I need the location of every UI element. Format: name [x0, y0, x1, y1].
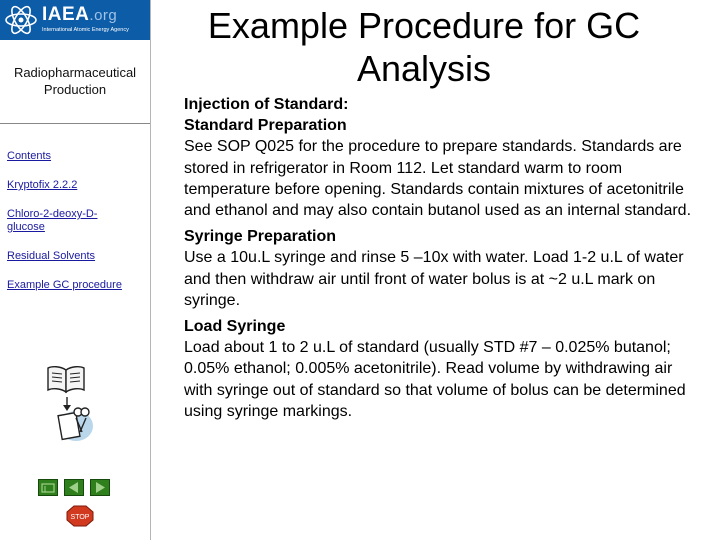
slide-title: Example Procedure for GC Analysis	[207, 5, 641, 89]
book-icon[interactable]	[46, 362, 86, 396]
triangle-left-icon	[65, 480, 83, 495]
nav-link-residual-solvents[interactable]: Residual Solvents	[7, 250, 96, 262]
syringe-preparation-text: Use a 10u.L syringe and rinse 5 –10x with water. Load 1-2 u.L of water and then withdraw air until front of water bolus is at ~2 u.L mark on syringe.	[184, 249, 684, 309]
sidebar	[0, 0, 151, 540]
next-button[interactable]	[90, 479, 110, 496]
clipboard-icon[interactable]	[52, 404, 94, 442]
load-syringe-text: Load about 1 to 2 u.L of standard (usually STD #7 – 0.025% butanol; 0.05% ethanol; 0.005% acetonitrile). Read volume by withdrawing air with syringe out of standard so that volume of bolus can be determined using syringe markings.	[184, 339, 686, 420]
stop-label: STOP	[70, 514, 90, 521]
previous-button[interactable]	[64, 479, 84, 496]
triangle-right-icon	[91, 480, 109, 495]
section-title: Radiopharmaceutical Production	[13, 65, 137, 97]
logo-subtitle: International Atomic Energy Agency	[42, 27, 129, 33]
home-button[interactable]	[38, 479, 58, 496]
nav-link-chloro-deoxy-glucose[interactable]: Chloro-2-deoxy-D- glucose	[7, 208, 98, 233]
nav-link-kryptofix[interactable]: Kryptofix 2.2.2	[7, 179, 78, 191]
slide-content	[184, 94, 704, 422]
iaea-logo[interactable]	[0, 0, 150, 40]
atom-icon	[4, 3, 38, 37]
sidebar-divider	[0, 123, 150, 124]
heading-standard-preparation: Standard Preparation	[184, 117, 347, 135]
standard-preparation-text: See SOP Q025 for the procedure to prepare standards. Standards are stored in refrigerator in Room 112. Let standard warm to room temperature before opening. Standards contain mixtures of acetonitrile and ethanol and may also contain butanol used as an internal standard.	[184, 138, 692, 220]
slide-nav-controls	[38, 479, 112, 497]
nav-link-example-gc-procedure[interactable]: Example GC procedure	[7, 279, 122, 291]
home-icon	[39, 480, 57, 495]
stop-button[interactable]	[66, 505, 94, 527]
heading-load-syringe: Load Syringe	[184, 318, 286, 336]
heading-injection: Injection of Standard:	[184, 96, 349, 113]
logo-text: IAEA.org	[42, 4, 118, 25]
nav-link-contents[interactable]: Contents	[7, 150, 52, 162]
heading-syringe-preparation: Syringe Preparation	[184, 228, 337, 246]
sidebar-nav	[7, 150, 147, 308]
